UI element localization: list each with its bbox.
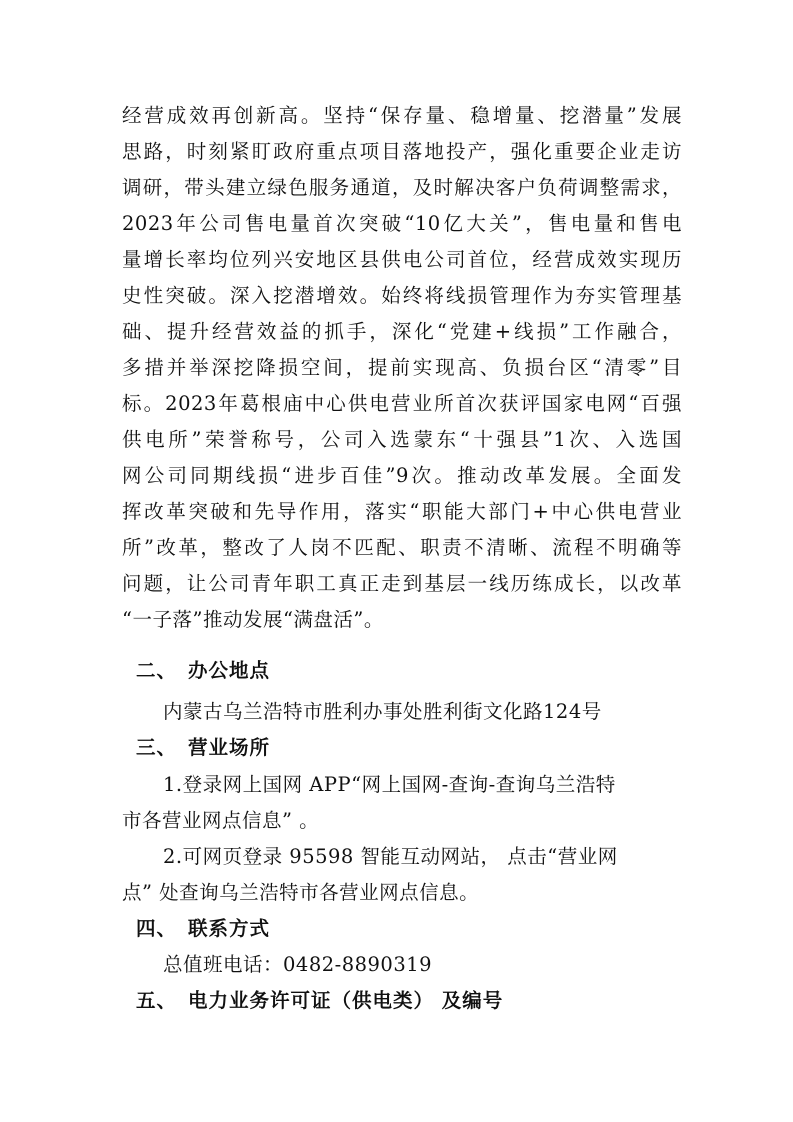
section-heading-license — [136, 986, 503, 1016]
business-item-2-line-1: 2.可网页登录 95598 智能互动网站， 点击“营业网 — [163, 845, 618, 868]
section-heading-contact — [136, 914, 270, 944]
paragraph-line: 网公司同期线损“进步百佳”9次。推动改革发展。全面发 — [122, 464, 682, 487]
section-number: 二、 — [136, 659, 178, 682]
section-number: 四、 — [136, 917, 178, 940]
business-item-1-line-1: 1.登录网上国网 APP“网上国网-查询-查询乌兰浩特 — [163, 773, 616, 796]
paragraph-line: 标。2023年葛根庙中心供电营业所首次获评国家电网“百强 — [122, 392, 682, 415]
paragraph-line: “一子落”推动发展“满盘活”。 — [122, 608, 384, 631]
business-item-1-line-2: 市各营业网点信息” 。 — [122, 809, 320, 832]
paragraph-line: 思路，时刻紧盯政府重点项目落地投产，强化重要企业走访 — [122, 140, 682, 163]
office-address: 内蒙古乌兰浩特市胜利办事处胜利街文化路124号 — [163, 700, 602, 723]
section-title: 电力业务许可证（供电类） 及编号 — [188, 989, 504, 1012]
paragraph-line: 2023年公司售电量首次突破“10亿大关”，售电量和售电 — [122, 212, 682, 235]
section-heading-office-location — [136, 656, 270, 686]
section-heading-business-premises — [136, 733, 270, 763]
paragraph-line: 问题，让公司青年职工真正走到基层一线历练成长，以改革 — [122, 572, 682, 595]
paragraph-line: 经营成效再创新高。坚持“保存量、稳增量、挖潜量”发展 — [122, 104, 682, 127]
business-item-2-line-2: 点” 处查询乌兰浩特市各营业网点信息。 — [122, 881, 480, 904]
paragraph-line: 史性突破。深入挖潜增效。始终将线损管理作为夯实管理基 — [122, 284, 682, 307]
paragraph-line: 挥改革突破和先导作用，落实“职能大部门+中心供电营业 — [122, 500, 682, 523]
paragraph-line: 供电所”荣誉称号，公司入选蒙东“十强县”1次、入选国 — [122, 428, 682, 451]
paragraph-line: 量增长率均位列兴安地区县供电公司首位，经营成效实现历 — [122, 248, 682, 271]
paragraph-line: 础、提升经营效益的抓手，深化“党建+线损”工作融合， — [122, 320, 682, 343]
paragraph-line: 多措并举深挖降损空间，提前实现高、负损台区“清零”目 — [122, 356, 682, 379]
section-number: 三、 — [136, 736, 178, 759]
paragraph-line: 所”改革，整改了人岗不匹配、职责不清晰、流程不明确等 — [122, 536, 682, 559]
section-title: 联系方式 — [188, 917, 271, 940]
paragraph-line: 调研，带头建立绿色服务通道，及时解决客户负荷调整需求， — [122, 176, 682, 199]
section-title: 营业场所 — [188, 736, 271, 759]
section-title: 办公地点 — [188, 659, 271, 682]
section-number: 五、 — [136, 989, 178, 1012]
contact-phone: 总值班电话：0482-8890319 — [163, 953, 433, 976]
